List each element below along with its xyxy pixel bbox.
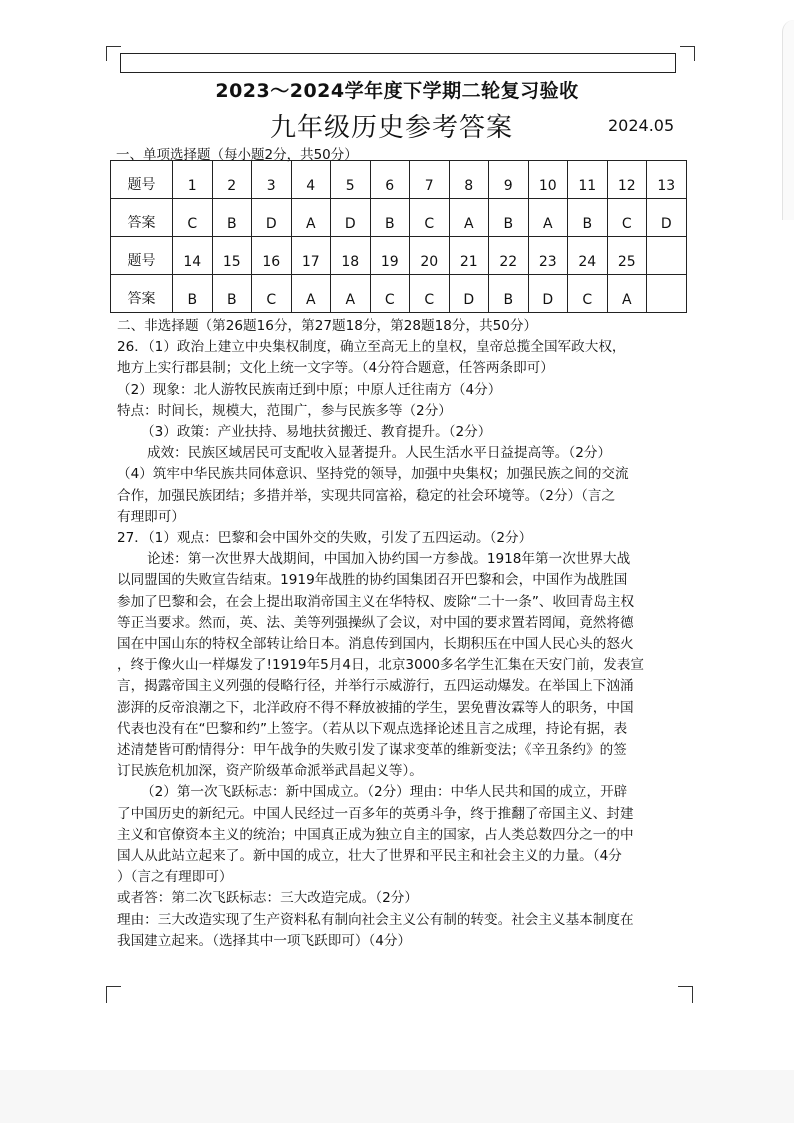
answer-cell: A <box>331 275 371 313</box>
answer-line: 等正当要求。然而，英、法、美等列强操纵了会议，对中国的要求置若罔闻，竟然将德 <box>117 614 634 631</box>
answer-line: 26．（1）政治上建立中央集权制度，确立至高无上的皇权，皇帝总揽全国军政大权， <box>117 339 626 356</box>
answer-cell: C <box>370 275 410 313</box>
answer-cell: B <box>212 275 252 313</box>
answer-cell: A <box>528 199 568 237</box>
section2-heading: 二、非选择题（第26题16分，第27题18分，第28题18分，共50分） <box>117 318 538 334</box>
question-number-cell: 10 <box>528 161 568 199</box>
answer-line: 澎湃的反帝浪潮之下，北洋政府不得不释放被捕的学生，罢免曹汝霖等人的职务，中国 <box>117 699 634 716</box>
answer-line: 言，揭露帝国主义列强的侵略行径，并举行示威游行，五四运动爆发。在举国上下汹涌 <box>117 678 634 695</box>
answer-line: 述清楚皆可酌情得分：甲午战争的失败引发了谋求变革的维新变法；《辛丑条约》的签 <box>117 742 627 759</box>
row-label-answer: 答案 <box>111 275 173 313</box>
question-number-cell: 6 <box>370 161 410 199</box>
answer-line: 我国建立起来。（选择其中一项飞跃即可）（4分） <box>117 932 412 949</box>
answer-cell: A <box>291 199 331 237</box>
question-number-cell: 25 <box>607 237 647 275</box>
row-label-number: 题号 <box>111 237 173 275</box>
answer-cell: D <box>528 275 568 313</box>
answer-line: 地方上实行郡县制；文化上统一文字等。（4分符合题意，任答两条即可） <box>117 360 554 377</box>
question-number-cell: 15 <box>212 237 252 275</box>
question-number-cell: 20 <box>410 237 450 275</box>
table-row-answers-2 <box>111 275 687 313</box>
table-row-answers-1 <box>111 199 687 237</box>
answer-cell: A <box>607 275 647 313</box>
answer-cell: B <box>212 199 252 237</box>
answer-cell: C <box>173 199 213 237</box>
answer-cell: B <box>568 199 608 237</box>
answer-cell: D <box>647 199 687 237</box>
answer-cell: C <box>410 199 450 237</box>
answer-line: （4）筑牢中华民族共同体意识、坚持党的领导，加强中央集权；加强民族之间的交流 <box>117 466 629 483</box>
question-number-cell: 14 <box>173 237 213 275</box>
table-row-numbers-1 <box>111 161 687 199</box>
answer-line: （2）第一次飞跃标志：新中国成立。（2分）理由：中华人民共和国的成立，开辟 <box>141 784 628 801</box>
answer-body <box>117 316 677 952</box>
answer-line: 国在中国山东的特权全部转让给日本。消息传到国内，长期积压在中国人民心头的怒火 <box>117 636 634 653</box>
answer-line: 国人从此站立起来了。新中国的成立，壮大了世界和平民主和社会主义的力量。（4分 <box>117 848 622 865</box>
question-number-cell: 19 <box>370 237 410 275</box>
answer-cell <box>647 275 687 313</box>
crop-mark-bottom-left <box>106 986 121 1003</box>
answer-cell: D <box>449 275 489 313</box>
answer-line: （2）现象：北人游牧民族南迁到中原；中原人迁往南方（4分） <box>117 381 502 398</box>
question-number-cell: 9 <box>489 161 529 199</box>
answer-cell: D <box>252 199 292 237</box>
question-number-cell: 1 <box>173 161 213 199</box>
answer-cell: B <box>489 199 529 237</box>
answer-cell: C <box>410 275 450 313</box>
answer-cell: B <box>173 275 213 313</box>
question-number-cell: 3 <box>252 161 292 199</box>
question-number-cell <box>647 237 687 275</box>
answer-cell: A <box>449 199 489 237</box>
answer-line: 27．（1）观点：巴黎和会中国外交的失败，引发了五四运动。（2分） <box>117 530 533 547</box>
answer-table <box>110 160 687 313</box>
question-number-cell: 18 <box>331 237 371 275</box>
answer-line: 以同盟国的失败宣告结束。1919年战胜的协约国集团召开巴黎和会，中国作为战胜国 <box>117 572 628 589</box>
answer-line: 合作，加强民族团结；多措并举，实现共同富裕，稳定的社会环境等。（2分）（言之 <box>117 487 616 504</box>
row-label-answer: 答案 <box>111 199 173 237</box>
answer-line: 特点：时间长，规模大，范围广，参与民族多等（2分） <box>117 402 452 419</box>
page-edge-shadow <box>782 20 794 220</box>
question-number-cell: 11 <box>568 161 608 199</box>
answer-line: 参加了巴黎和会，在会上提出取消帝国主义在华特权、废除“二十一条”、收回青岛主权 <box>117 593 635 610</box>
question-number-cell: 23 <box>528 237 568 275</box>
answer-line: 理由：三大改造实现了生产资料私有制向社会主义公有制的转变。社会主义基本制度在 <box>117 911 634 928</box>
answer-line: （3）政策：产业扶持、易地扶贫搬迁、教育提升。（2分） <box>141 424 492 441</box>
question-number-cell: 13 <box>647 161 687 199</box>
question-number-cell: 8 <box>449 161 489 199</box>
question-number-cell: 7 <box>410 161 450 199</box>
page-bottom-margin <box>0 1070 794 1123</box>
question-number-cell: 21 <box>449 237 489 275</box>
document-title: 九年级历史参考答案 <box>270 113 514 143</box>
question-number-cell: 2 <box>212 161 252 199</box>
section1-heading: 一、单项选择题（每小题2分，共50分） <box>116 147 358 163</box>
document-date: 2024.05 <box>608 116 675 135</box>
question-number-cell: 24 <box>568 237 608 275</box>
crop-mark-top-right <box>680 46 695 61</box>
answer-line: 了中国历史的新纪元。中国人民经过一百多年的英勇斗争，终于推翻了帝国主义、封建 <box>117 805 634 822</box>
answer-line: 代表也没有在“巴黎和约”上签字。（若从以下观点选择论述且言之成理，持论有据，表 <box>117 720 628 737</box>
header-box <box>120 53 676 73</box>
answer-line: ，终于像火山一样爆发了!1919年5月4日，北京3000多名学生汇集在天安门前，发表宣 <box>117 657 644 674</box>
answer-cell: A <box>291 275 331 313</box>
answer-cell: D <box>331 199 371 237</box>
exam-title: 2023～2024学年度下学期二轮复习验收 <box>215 80 579 102</box>
crop-mark-bottom-right <box>678 986 693 1003</box>
question-number-cell: 12 <box>607 161 647 199</box>
question-number-cell: 22 <box>489 237 529 275</box>
question-number-cell: 16 <box>252 237 292 275</box>
answer-cell: C <box>568 275 608 313</box>
row-label-number: 题号 <box>111 161 173 199</box>
question-number-cell: 5 <box>331 161 371 199</box>
crop-mark-top-left <box>106 46 121 61</box>
table-row-numbers-2 <box>111 237 687 275</box>
answer-line: 主义和官僚资本主义的统治；中国真正成为独立自主的国家，占人类总数四分之一的中 <box>117 826 634 843</box>
answer-line: 论述：第一次世界大战期间，中国加入协约国一方参战。1918年第一次世界大战 <box>147 551 631 568</box>
answer-cell: B <box>489 275 529 313</box>
answer-line: 有理即可） <box>117 508 185 525</box>
answer-line: 成效：民族区域居民可支配收入显著提升。人民生活水平日益提高等。（2分） <box>147 445 612 462</box>
answer-line: 或者答：第二次飞跃标志：三大改造完成。（2分） <box>117 890 418 907</box>
answer-line: ）（言之有理即可） <box>117 869 233 886</box>
answer-line: 订民族危机加深，资产阶级革命派举武昌起义等）。 <box>117 763 423 780</box>
answer-cell: B <box>370 199 410 237</box>
answer-cell: C <box>607 199 647 237</box>
question-number-cell: 4 <box>291 161 331 199</box>
question-number-cell: 17 <box>291 237 331 275</box>
answer-cell: C <box>252 275 292 313</box>
